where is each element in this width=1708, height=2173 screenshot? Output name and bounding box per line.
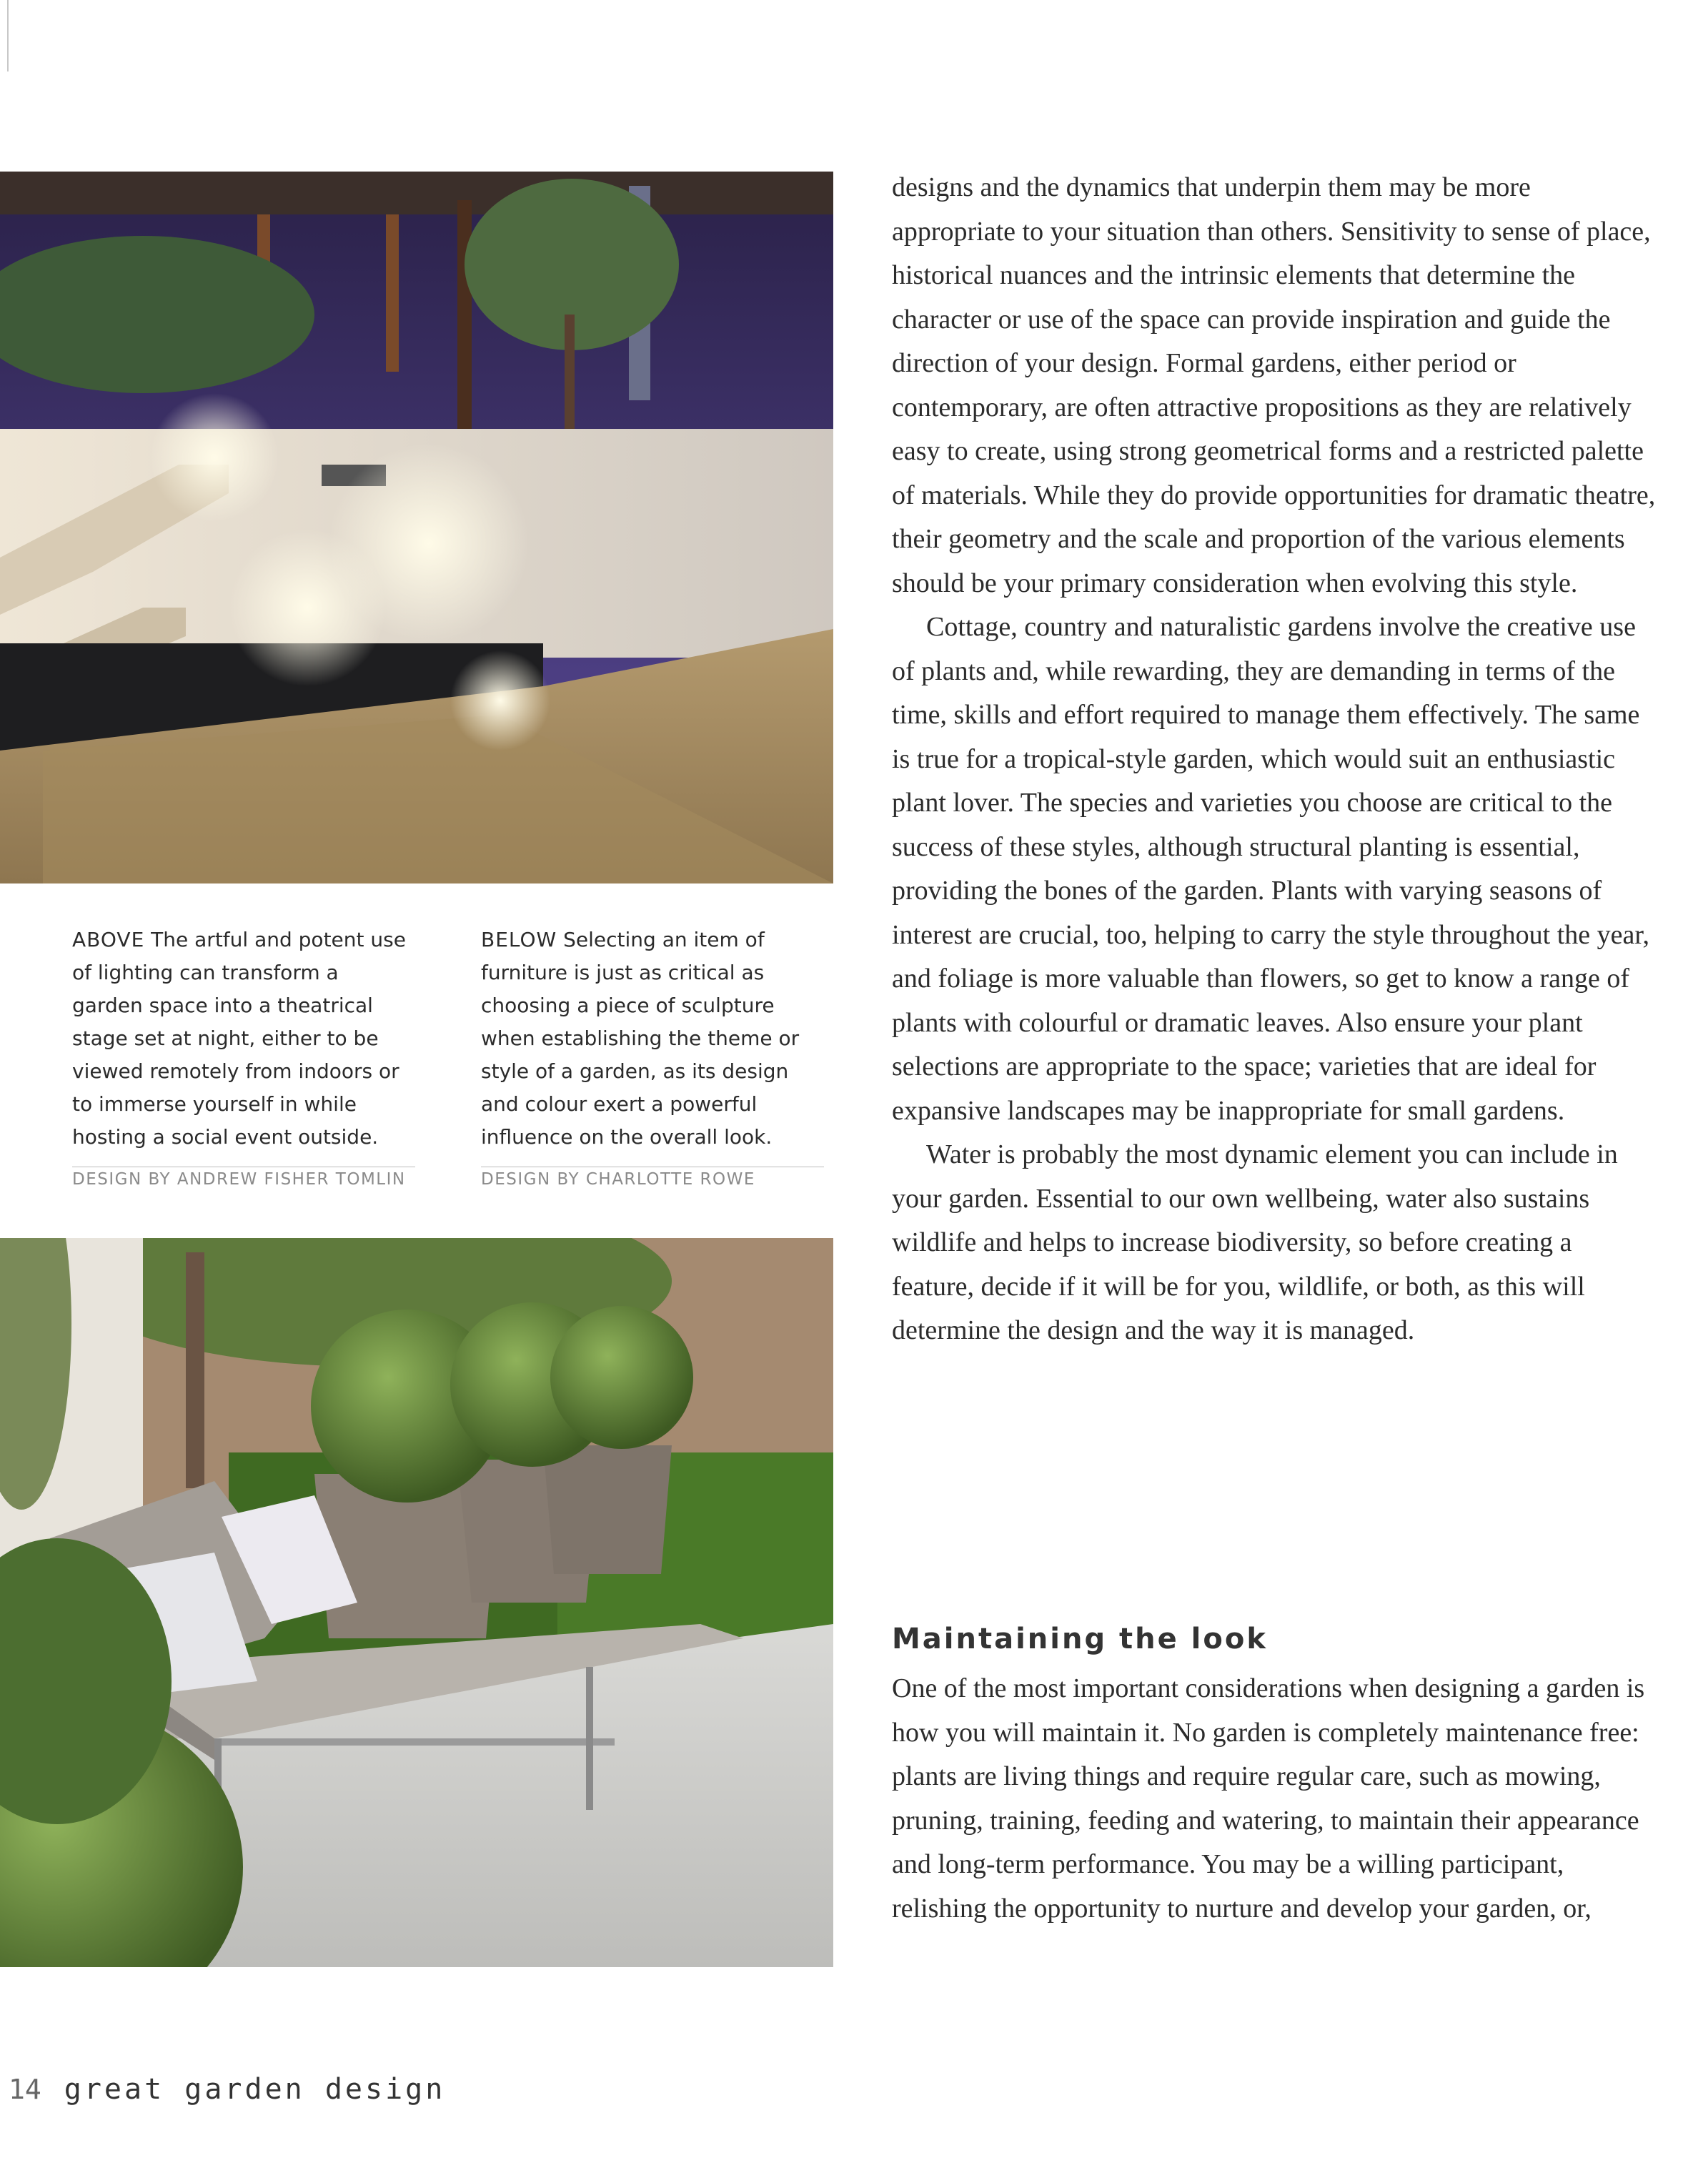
caption-below-lead: BELOW bbox=[481, 928, 557, 951]
body-paragraph-1: designs and the dynamics that underpin them may be more appropriate to your situation than others. Sensitivity to sense of place, historical nuances and the intrinsic elements that determine the character or use of the space can provide inspiration and guide the direction of your design. Formal gardens, either period or contemporary, are often attractive propositions as they are relatively easy to create, using strong geometrical forms and a restricted palette of materials. While they do provide opportunities for dramatic theatre, their geometry and the scale and proportion of the various elements should be your primary consideration when evolving this style. bbox=[892, 172, 1656, 598]
caption-above-text: The artful and potent use of lighting can transform a garden space into a theatrical stage set at night, either to be viewed remotely from indoors or to immerse yourself in while hosting a social event outside. bbox=[72, 928, 406, 1149]
photo-lit-garden bbox=[0, 172, 833, 883]
page-number: 14 bbox=[9, 2074, 41, 2105]
body-paragraph-2: Cottage, country and naturalistic gardens involve the creative use of plants and, while rewarding, they are demanding in terms of the time, skills and effort required to manage them effectively. The same is true for a tropical-style garden, which would suit an enthusiastic plant lover. The species and varieties you choose are critical to the success of these styles, although structural planting is essential, providing the bones of the garden. Plants with varying seasons of interest are crucial, too, helping to carry the style throughout the year, and foliage is more valuable than flowers, so get to know a range of plants with colourful or dramatic leaves. Also ensure your plant selections are appropriate to the space; varieties that are ideal for expansive landscapes may be inappropriate for small gardens. bbox=[892, 612, 1649, 1126]
body-paragraph-3: Water is probably the most dynamic element you can include in your garden. Essential to our own wellbeing, water also sustains wildlife and helps to increase biodiversity, so before creating a feature, decide if it will be for you, wildlife, or both, as this will determine the design and the way it is managed. bbox=[892, 1139, 1618, 1345]
body-text-bottom bbox=[892, 1667, 1658, 1931]
page-footer bbox=[9, 2073, 445, 2106]
caption-below bbox=[481, 924, 824, 1154]
body-text-top bbox=[892, 166, 1658, 1353]
caption-above bbox=[72, 924, 415, 1154]
caption-above-lead: ABOVE bbox=[72, 928, 145, 951]
page-edge-line bbox=[7, 0, 9, 71]
photo-garden-loungers bbox=[0, 1238, 833, 1967]
body-paragraph-4: One of the most important considerations when designing a garden is how you will maintain it. No garden is completely maintenance free: plants are living things and require regular care, such as mowing, pruning, training, feeding and watering, to maintain their appearance and long-term performance. You may be a willing participant, relishing the opportunity to nurture and develop your garden, or, bbox=[892, 1673, 1645, 1924]
section-heading: Maintaining the look bbox=[892, 1623, 1268, 1655]
credit-below: DESIGN BY CHARLOTTE ROWE bbox=[481, 1167, 824, 1189]
book-title: great garden design bbox=[64, 2073, 446, 2106]
caption-below-text: Selecting an item of furniture is just as critical as choosing a piece of sculpture when establishing the theme or style of a garden, as its design and colour exert a powerful influence on the overall look. bbox=[481, 928, 800, 1149]
credit-above: DESIGN BY ANDREW FISHER TOMLIN bbox=[72, 1167, 415, 1189]
